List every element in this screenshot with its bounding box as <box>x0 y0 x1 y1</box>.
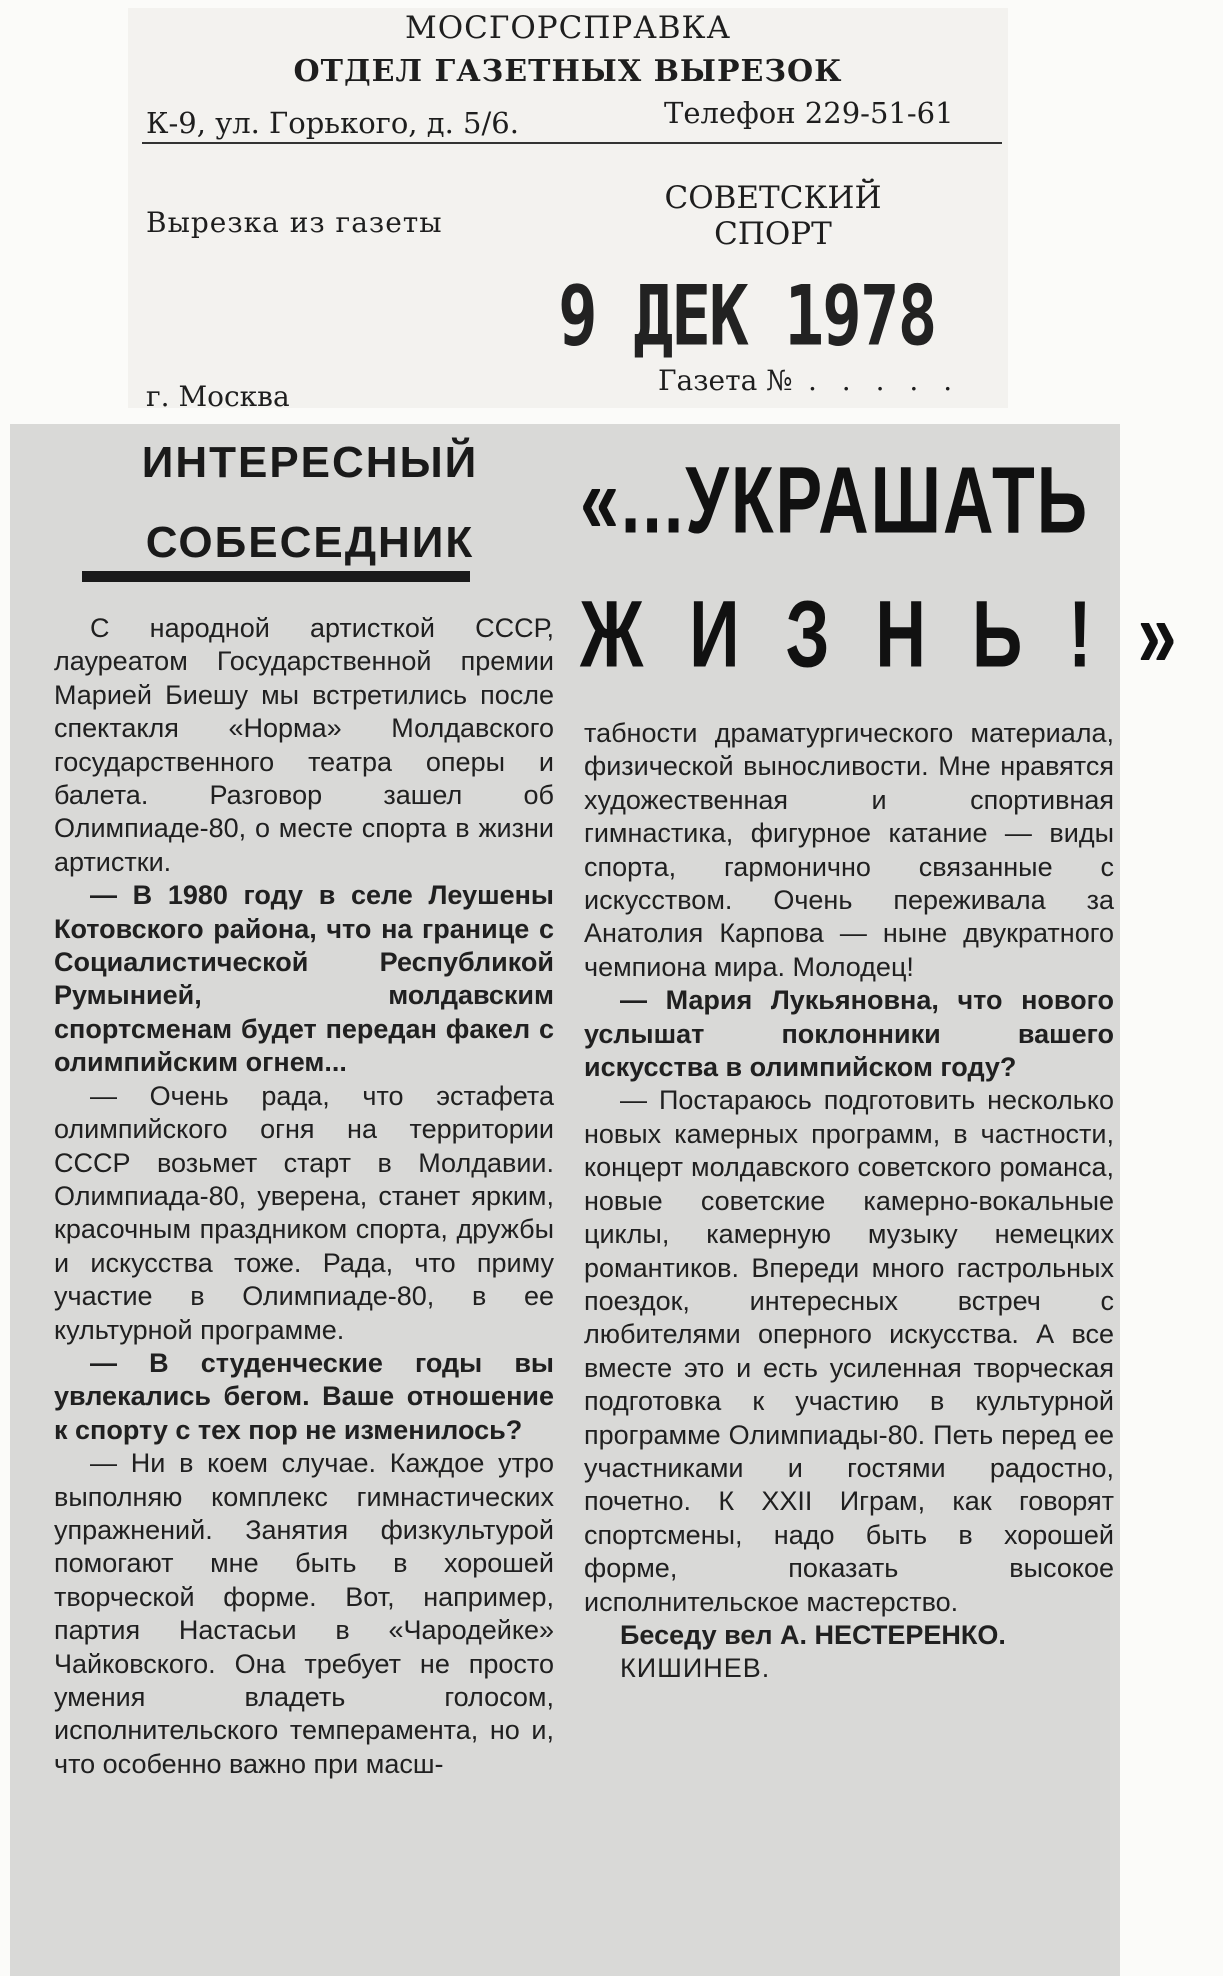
headline-line-2: ЖИЗНЬ!» <box>580 581 1223 687</box>
dateline-place: КИШИНЕВ. <box>620 1653 771 1684</box>
question-paragraph: — Мария Лукьяновна, что нового услышат поклонники вашего искусства в олимпийском году? <box>584 985 1114 1083</box>
clipping-label <box>128 8 1008 413</box>
issue-number-blank: . . . . . <box>808 364 961 397</box>
issue-number-label: Газета № <box>658 364 793 397</box>
byline: Беседу вел А. НЕСТЕРЕНКО. <box>620 1619 1006 1650</box>
bureau-phone: Телефон 229-51-61 <box>664 96 954 130</box>
answer-paragraph: — Ни в коем случае. Каждое утро выполняю комплекс гимнастических упражнений. Занятия физкультурой помогают мне быть в хорошей творческой форме. Вот, например, партия Настасьи в «Чародейке» Чайковского. Она требует не просто умения владеть голосом, исполнительского темперамента, но и, что особенно важно при масш- <box>54 1448 554 1779</box>
headline-line-1: «...УКРАШАТЬ <box>580 447 1090 553</box>
department-name: ОТДЕЛ ГАЗЕТНЫХ ВЫРЕЗОК <box>293 54 843 89</box>
question-paragraph: — В студенческие годы вы увлекались бегом. Ваше отношение к спорту с тех пор не изменилось? <box>54 1347 554 1445</box>
rubric-underline <box>82 571 470 582</box>
article-column-right <box>584 717 1114 1686</box>
newspaper-name: СОВЕТСКИЙ СПОРТ <box>664 180 882 252</box>
clip-from-label: Вырезка из газеты <box>146 206 443 239</box>
label-divider <box>142 142 1002 144</box>
rubric-line-2: СОБЕСЕДНИК <box>145 518 475 567</box>
answer-paragraph: — Постараюсь подготовить несколько новых камерных программ, в частности, концерт молдавского советского романса, новые советские камерно-вокальные циклы, камерную музыку немецких романтиков. Впереди много гастрольных поездок, интересных встреч с любителями оперного искусства. А все вместе это и есть усиленная творческая подготовка к участию в культурной программе Олимпиады-80. Петь перед ее участниками и гостями радостно, почетно. К XXII Играм, как говорят спортсмены, надо быть в хорошей форме, показать высокое исполнительское мастерство. <box>584 1085 1114 1617</box>
newspaper-article <box>10 424 1223 1976</box>
answer-continuation: табности драматургического материала, физической выносливости. Мне нравятся художественная и спортивная гимнастика, фигурное катание — виды спорта, гармонично связанные с искусством. Очень переживала за Анатолия Карпова — ныне двукратного чемпиона мира. Молодец! <box>584 718 1114 982</box>
bureau-name: МОСГОРСПРАВКА <box>404 10 731 46</box>
answer-paragraph: — Очень рада, что эстафета олимпийского огня на территории СССР возьмет старт в Молдавии. Олимпиада-80, уверена, станет ярким, красочным праздником спорта, дружбы и искусства тоже. Рада, что приму участие в Олимпиаде-80, в ее культурной программе. <box>54 1080 554 1345</box>
question-paragraph: — В 1980 году в селе Леушены Котовского района, что на границе с Социалистической Республикой Румынией, молдавским спортсменам будет передан факел с олимпийским огнем... <box>54 880 554 1078</box>
bureau-address: К-9, ул. Горького, д. 5/6. <box>146 106 519 140</box>
intro-paragraph: С народной артисткой СССР, лауреатом Государственной премии Марией Биешу мы встретились после спектакля «Норма» Молдавского государственного театра оперы и балета. Разговор зашел об Олимпиаде-80, о месте спорта в жизни артистки. <box>54 613 554 877</box>
article-column-left <box>54 612 554 1781</box>
city-label: г. Москва <box>146 380 290 413</box>
rubric-line-1: ИНТЕРЕСНЫЙ <box>141 438 479 487</box>
date-stamp: 9 ДЕК 1978 <box>558 268 936 365</box>
